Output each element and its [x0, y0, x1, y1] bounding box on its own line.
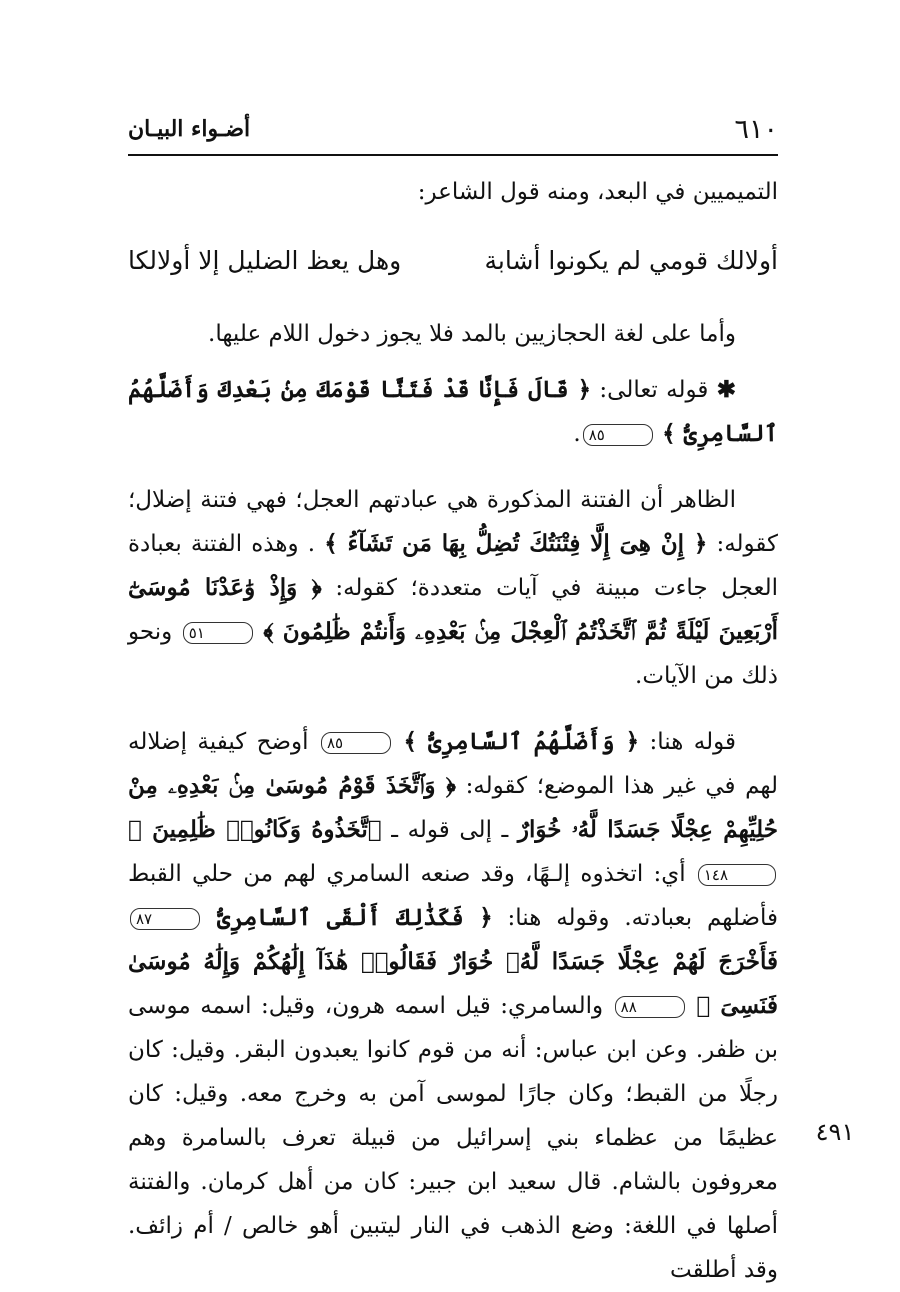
paragraph-fitna	[128, 478, 778, 698]
text-run: أي: اتخذوه إلـهًا، وقد صنعه السامري لهم من حلي القبط فأضلهم بعبادته. وقوله هنا:	[128, 861, 778, 931]
paragraph-verse-heading: ✱ قوله تعالى: ﴿ قَالَ فَإِنَّا قَدْ فَتَنَّا قَوْمَكَ مِنۢ بَعْدِكَ وَأَضَلَّهُمُ ٱلسَّامِرِىُّ ﴾ ٨٥.	[128, 376, 778, 447]
ayah-number-marker: ٨٧	[130, 908, 200, 930]
text-run: أوضح كيفية إضلاله لهم في غير هذا الموضع؛ كقوله:	[128, 729, 778, 799]
paragraph-hijazi: وأما على لغة الحجازيين بالمد فلا يجوز دخول اللام عليها.	[208, 321, 736, 347]
asterisk-icon: ✱	[716, 376, 737, 403]
page-body	[128, 170, 778, 1292]
ayah-number-marker: ٨٨	[615, 996, 685, 1018]
quran-quote: ﴿ وَٱتَّخَذَ قَوْمُ مُوسَىٰ مِنۢ بَعْدِهِۦ مِنْ حُلِيِّهِمْ عِجْلًا جَسَدًا لَّهُۥ خُوَارٌ	[128, 772, 778, 843]
spacer	[128, 698, 778, 720]
quran-quote: ﴿ قَالَ فَإِنَّا قَدْ فَتَنَّا قَوْمَكَ مِنۢ بَعْدِكَ وَأَضَلَّهُمُ ٱلسَّامِرِىُّ ﴾	[128, 376, 778, 447]
verse-heading-prefix: قوله تعالى:	[599, 377, 709, 403]
spacer	[128, 456, 778, 478]
text-run: الظاهر أن الفتنة المذكورة هي عبادتهم العجل؛ فهي فتنة إضلال؛ كقوله:	[128, 487, 779, 557]
ayah-number-marker: ٨٥	[583, 424, 653, 446]
page-header	[128, 110, 778, 156]
book-title: أضـواء البيـان	[128, 116, 251, 142]
text-run: قوله هنا:	[649, 729, 736, 755]
quran-quote: ﴿ وَإِذْ وَٰعَدْنَا مُوسَىٰٓ أَرْبَعِينَ لَيْلَةً ثُمَّ ٱتَّخَذْتُمُ ٱلْعِجْلَ مِنۢ بَعْدِهِۦ وَأَنتُمْ ظَٰلِمُونَ ﴾	[128, 574, 779, 645]
text-run: والسامري: قيل اسمه هرون، وقيل: اسمه موسى بن ظفر. وعن ابن عباس: أنه من قوم كانوا يعبدون البقر. وقيل: كان رجلًا من القبط؛ وكان جارًا لموسى آمن به وخرج معه. وقيل: كان عظيمًا من عظماء بني إسرائيل من قبيلة تعرف بالسامرة وهم معروفون بالشام. قال سعيد ابن جبير: كان من أهل كرمان. والفتنة أصلها في اللغة: وضع الذهب في النار ليتبين أهو خالص / أم زائف. وقد أطلقت	[128, 993, 778, 1283]
quran-quote: ﴿ فَكَذَٰلِكَ أَلْقَى ٱلسَّامِرِىُّ	[216, 904, 493, 931]
paragraph-samiri	[128, 720, 778, 1292]
text-run: ـ إلى قوله ـ	[391, 817, 509, 843]
quran-quote: ٱتَّخَذُوهُ وَكَانُوا۟ ظَٰلِمِينَ ﴾	[128, 816, 382, 843]
verse-hemistich-left: وهل يعظ الضليل إلا أولالكا	[128, 246, 402, 275]
ayah-number-marker: ٨٥	[321, 732, 391, 754]
poetry-verse	[128, 232, 778, 290]
quran-quote: ﴿ إِنْ هِىَ إِلَّا فِتْنَتُكَ تُضِلُّ بِهَا مَن تَشَآءُ ﴾	[324, 530, 708, 557]
text-run: . وهذه الفتنة بعبادة العجل جاءت مبينة في آيات متعددة؛ كقوله:	[128, 531, 778, 601]
ayah-number-marker: ١٤٨	[698, 864, 776, 886]
page-number: ٦١٠	[734, 114, 778, 145]
ayah-number-marker: ٥١	[183, 622, 253, 644]
verse-hemistich-right: أولالك قومي لم يكونوا أشابة	[484, 246, 778, 275]
quran-quote: ﴿ وَأَضَلَّهُمُ ٱلسَّامِرِىُّ ﴾	[403, 728, 640, 755]
quran-quote: فَأَخْرَجَ لَهُمْ عِجْلًا جَسَدًا لَّهُۥ خُوَارٌ فَقَالُوا۟ هَٰذَآ إِلَٰهُكُمْ وَإِلَٰهُ مُوسَىٰ فَنَسِىَ ﴾	[128, 948, 779, 1019]
text-run: ونحو ذلك من الآيات.	[128, 619, 778, 689]
margin-page-reference: ٤٩١	[815, 1118, 855, 1146]
paragraph-intro: التميميين في البعد، ومنه قول الشاعر:	[417, 179, 778, 205]
